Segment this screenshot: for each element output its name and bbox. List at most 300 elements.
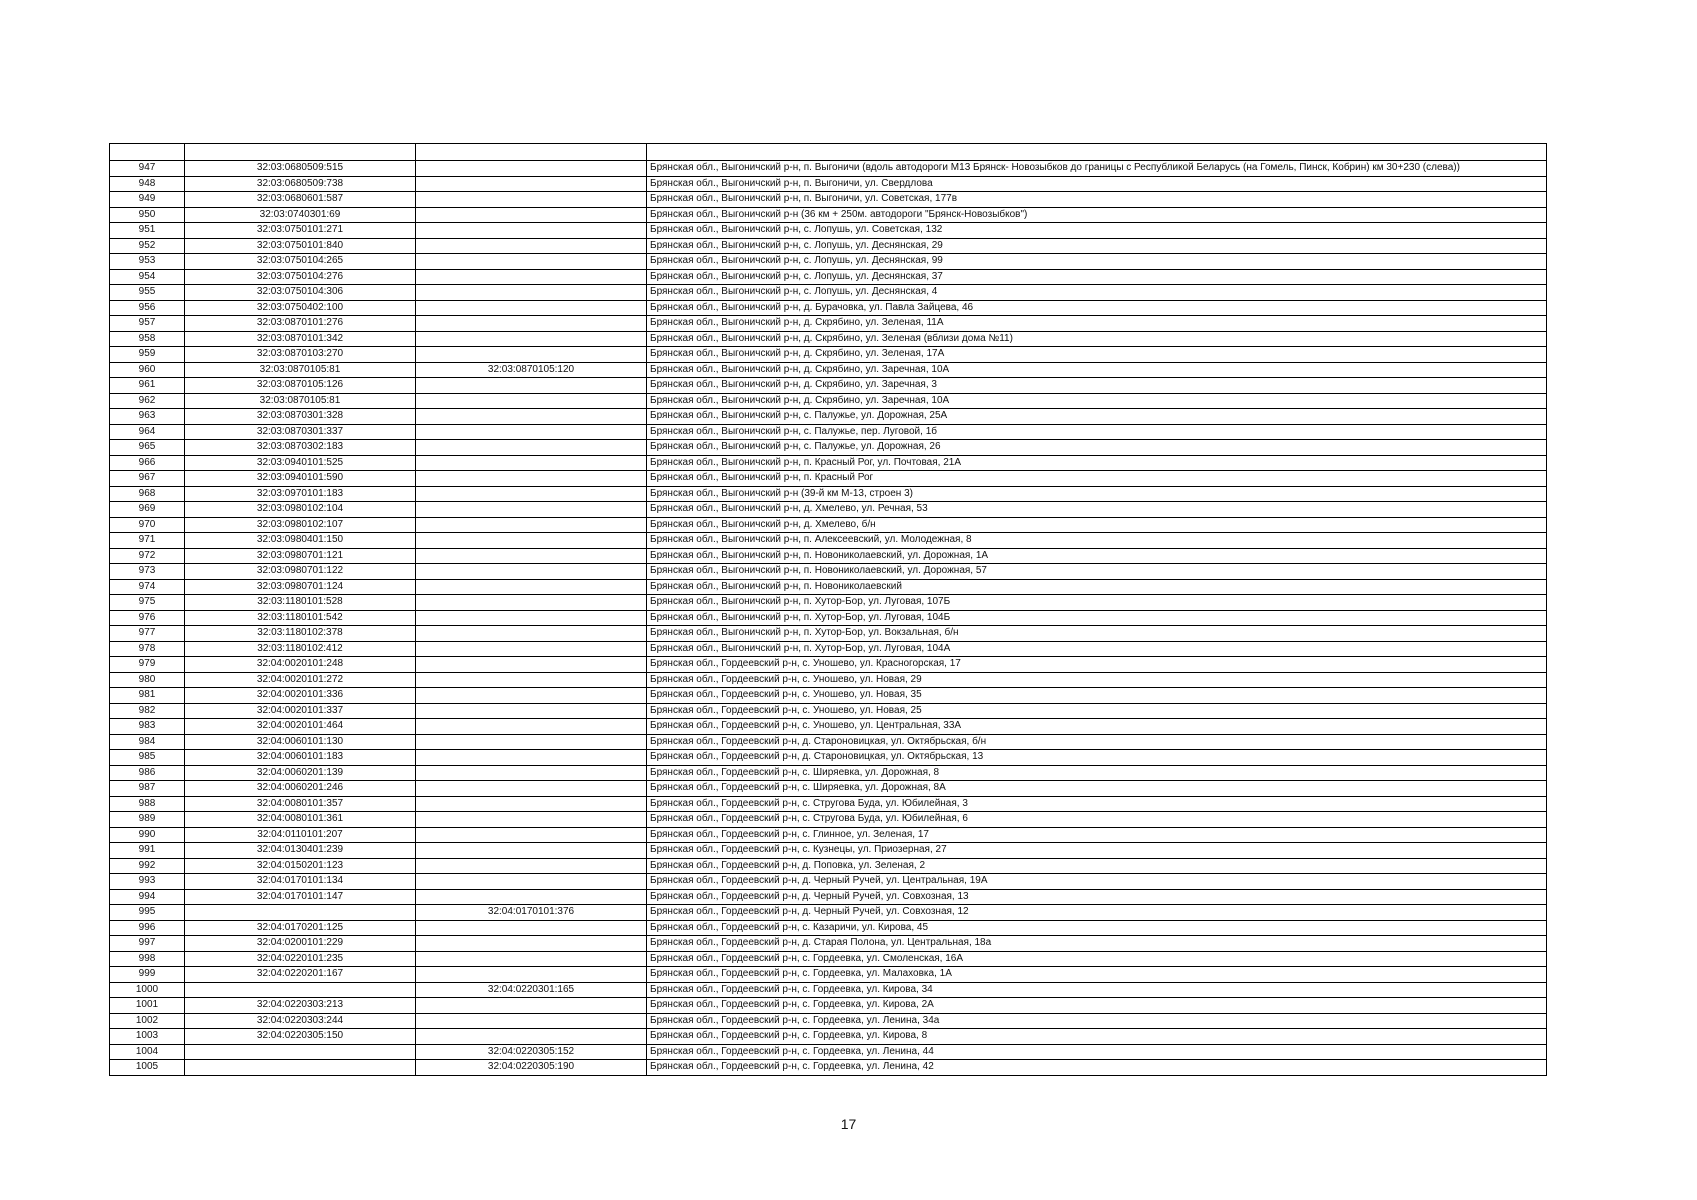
address-cell: Брянская обл., Гордеевский р-н, с. Гордеевка, ул. Кирова, 8 [647,1029,1547,1045]
cadastral-number-alt-cell [416,254,647,270]
table-row [110,781,1547,797]
cadastral-number-cell: 32:04:0130401:239 [185,843,416,859]
address-cell: Брянская обл., Выгоничский р-н, п. Алексеевский, ул. Молодежная, 8 [647,533,1547,549]
table-row [110,982,1547,998]
address-cell: Брянская обл., Гордеевский р-н, с. Уношево, ул. Новая, 29 [647,672,1547,688]
cadastral-number-alt-cell [416,843,647,859]
table-row [110,672,1547,688]
cadastral-number-alt-cell [416,734,647,750]
table-row [110,641,1547,657]
address-cell: Брянская обл., Выгоничский р-н, с. Палужье, ул. Дорожная, 26 [647,440,1547,456]
row-number-cell: 958 [110,331,185,347]
cadastral-number-cell: 32:03:0980701:121 [185,548,416,564]
cadastral-number-alt-cell: 32:03:0870105:120 [416,362,647,378]
cadastral-number-alt-cell [416,920,647,936]
table-row [110,1060,1547,1076]
cadastral-number-alt-cell [416,889,647,905]
table-row [110,1029,1547,1045]
cadastral-number-alt-cell [416,672,647,688]
table-row [110,610,1547,626]
table-row [110,409,1547,425]
address-cell: Брянская обл., Выгоничский р-н, д. Скрябино, ул. Зеленая, 17А [647,347,1547,363]
table-row [110,548,1547,564]
row-number-cell: 995 [110,905,185,921]
cadastral-number-cell: 32:04:0020101:336 [185,688,416,704]
cadastral-number-alt-cell [416,641,647,657]
address-cell: Брянская обл., Выгоничский р-н, д. Скрябино, ул. Заречная, 3 [647,378,1547,394]
cadastral-number-alt-cell [416,517,647,533]
row-number-cell: 1000 [110,982,185,998]
cadastral-number-alt-cell [416,796,647,812]
address-cell: Брянская обл., Выгоничский р-н, д. Хмелево, б/н [647,517,1547,533]
address-cell: Брянская обл., Выгоничский р-н, с. Лопушь, ул. Деснянская, 99 [647,254,1547,270]
cadastral-number-cell: 32:04:0220305:150 [185,1029,416,1045]
row-number-cell: 993 [110,874,185,890]
cadastral-number-cell [185,1060,416,1076]
table-row [110,254,1547,270]
cadastral-number-cell: 32:03:0870105:81 [185,362,416,378]
cadastral-number-cell: 32:03:0870101:276 [185,316,416,332]
header-cell-address [647,144,1547,161]
row-number-cell: 959 [110,347,185,363]
cadastral-number-alt-cell [416,564,647,580]
cadastral-number-cell: 32:03:0750101:840 [185,238,416,254]
cadastral-number-cell: 32:03:1180102:378 [185,626,416,642]
cadastral-number-cell: 32:03:0680509:738 [185,176,416,192]
cadastral-number-alt-cell [416,300,647,316]
table-row [110,440,1547,456]
cadastral-number-alt-cell [416,657,647,673]
table-row [110,843,1547,859]
table-row [110,998,1547,1014]
cadastral-number-cell: 32:04:0060101:130 [185,734,416,750]
cadastral-number-cell: 32:03:0680601:587 [185,192,416,208]
cadastral-number-cell: 32:03:0750104:265 [185,254,416,270]
row-number-cell: 949 [110,192,185,208]
row-number-cell: 997 [110,936,185,952]
cadastral-number-cell: 32:04:0220201:167 [185,967,416,983]
row-number-cell: 994 [110,889,185,905]
address-cell: Брянская обл., Гордеевский р-н, с. Уношево, ул. Новая, 35 [647,688,1547,704]
cadastral-number-alt-cell [416,223,647,239]
address-cell: Брянская обл., Гордеевский р-н, с. Уношево, ул. Центральная, 33А [647,719,1547,735]
address-cell: Брянская обл., Гордеевский р-н, с. Уношево, ул. Новая, 25 [647,703,1547,719]
row-number-cell: 963 [110,409,185,425]
row-number-cell: 974 [110,579,185,595]
row-number-cell: 948 [110,176,185,192]
row-number-cell: 976 [110,610,185,626]
cadastral-number-cell: 32:04:0020101:272 [185,672,416,688]
cadastral-number-cell: 32:04:0080101:361 [185,812,416,828]
cadastral-number-cell: 32:03:0870105:126 [185,378,416,394]
row-number-cell: 961 [110,378,185,394]
cadastral-number-cell: 32:04:0060101:183 [185,750,416,766]
table-row [110,812,1547,828]
cadastral-number-cell: 32:03:0870103:270 [185,347,416,363]
cadastral-number-cell: 32:03:0750101:271 [185,223,416,239]
table-row [110,920,1547,936]
table-row [110,533,1547,549]
table-row [110,936,1547,952]
cadastral-number-cell: 32:03:0750104:306 [185,285,416,301]
address-cell: Брянская обл., Гордеевский р-н, с. Казаричи, ул. Кирова, 45 [647,920,1547,936]
cadastral-number-cell: 32:04:0220303:244 [185,1013,416,1029]
cadastral-number-alt-cell [416,1013,647,1029]
address-cell: Брянская обл., Выгоничский р-н, п. Хутор-Бор, ул. Вокзальная, б/н [647,626,1547,642]
address-cell: Брянская обл., Выгоничский р-н, д. Скрябино, ул. Зеленая, 11А [647,316,1547,332]
row-number-cell: 971 [110,533,185,549]
cadastral-number-alt-cell [416,951,647,967]
address-cell: Брянская обл., Выгоничский р-н, д. Бурачовка, ул. Павла Зайцева, 46 [647,300,1547,316]
row-number-cell: 998 [110,951,185,967]
row-number-cell: 999 [110,967,185,983]
cadastral-number-cell: 32:03:0980102:107 [185,517,416,533]
table-row [110,657,1547,673]
row-number-cell: 981 [110,688,185,704]
cadastral-number-alt-cell [416,858,647,874]
address-cell: Брянская обл., Выгоничский р-н, с. Лопушь, ул. Деснянская, 29 [647,238,1547,254]
table-row [110,827,1547,843]
cadastral-number-cell: 32:03:0970101:183 [185,486,416,502]
address-cell: Брянская обл., Гордеевский р-н, с. Гордеевка, ул. Ленина, 34а [647,1013,1547,1029]
cadastral-number-alt-cell [416,610,647,626]
cadastral-number-cell: 32:03:1180101:528 [185,595,416,611]
cadastral-number-alt-cell [416,471,647,487]
address-cell: Брянская обл., Выгоничский р-н, п. Хутор-Бор, ул. Луговая, 104Б [647,610,1547,626]
cadastral-number-alt-cell [416,874,647,890]
address-cell: Брянская обл., Выгоничский р-н, п. Хутор-Бор, ул. Луговая, 107Б [647,595,1547,611]
cadastral-number-alt-cell [416,424,647,440]
cadastral-number-alt-cell [416,409,647,425]
cadastral-number-alt-cell [416,502,647,518]
table-row [110,734,1547,750]
property-table [109,143,1547,1076]
table-row [110,176,1547,192]
cadastral-number-cell: 32:04:0060201:246 [185,781,416,797]
cadastral-number-alt-cell [416,176,647,192]
cadastral-number-cell: 32:04:0060201:139 [185,765,416,781]
address-cell: Брянская обл., Выгоничский р-н, с. Палужье, ул. Дорожная, 25А [647,409,1547,425]
row-number-cell: 960 [110,362,185,378]
row-number-cell: 956 [110,300,185,316]
cadastral-number-alt-cell: 32:04:0220305:190 [416,1060,647,1076]
cadastral-number-alt-cell [416,238,647,254]
cadastral-number-cell: 32:03:0980102:104 [185,502,416,518]
cadastral-number-alt-cell [416,548,647,564]
row-number-cell: 1005 [110,1060,185,1076]
row-number-cell: 973 [110,564,185,580]
row-number-cell: 991 [110,843,185,859]
table-row [110,719,1547,735]
table-row [110,967,1547,983]
cadastral-number-cell [185,905,416,921]
cadastral-number-cell: 32:04:0220101:235 [185,951,416,967]
row-number-cell: 1001 [110,998,185,1014]
cadastral-number-cell: 32:03:0870105:81 [185,393,416,409]
cadastral-number-alt-cell [416,285,647,301]
cadastral-number-alt-cell [416,719,647,735]
address-cell: Брянская обл., Гордеевский р-н, д. Черный Ручей, ул. Совхозная, 13 [647,889,1547,905]
cadastral-number-alt-cell [416,192,647,208]
cadastral-number-cell: 32:04:0200101:229 [185,936,416,952]
table-row [110,1013,1547,1029]
row-number-cell: 983 [110,719,185,735]
table-row [110,502,1547,518]
row-number-cell: 964 [110,424,185,440]
row-number-cell: 985 [110,750,185,766]
row-number-cell: 975 [110,595,185,611]
table-row [110,889,1547,905]
cadastral-number-alt-cell [416,812,647,828]
address-cell: Брянская обл., Выгоничский р-н, д. Скрябино, ул. Заречная, 10А [647,393,1547,409]
table-header-spacer-row [110,144,1547,161]
row-number-cell: 989 [110,812,185,828]
address-cell: Брянская обл., Выгоничский р-н, п. Выгоничи (вдоль автодороги М13 Брянск- Новозыбков до границы с Республикой Беларусь (на Гомель, Пинск, Кобрин) км 30+230 (слева)) [647,161,1547,177]
cadastral-number-cell: 32:04:0110101:207 [185,827,416,843]
address-cell: Брянская обл., Гордеевский р-н, с. Кузнецы, ул. Приозерная, 27 [647,843,1547,859]
address-cell: Брянская обл., Гордеевский р-н, с. Гордеевка, ул. Ленина, 44 [647,1044,1547,1060]
address-cell: Брянская обл., Выгоничский р-н, д. Скрябино, ул. Заречная, 10А [647,362,1547,378]
cadastral-number-cell: 32:04:0020101:464 [185,719,416,735]
cadastral-number-cell: 32:04:0020101:337 [185,703,416,719]
address-cell: Брянская обл., Гордеевский р-н, с. Гордеевка, ул. Малаховка, 1А [647,967,1547,983]
row-number-cell: 987 [110,781,185,797]
cadastral-number-alt-cell [416,440,647,456]
property-table-body [110,144,1547,1076]
address-cell: Брянская обл., Гордеевский р-н, д. Черный Ручей, ул. Совхозная, 12 [647,905,1547,921]
address-cell: Брянская обл., Выгоничский р-н (39-й км М-13, строен 3) [647,486,1547,502]
address-cell: Брянская обл., Выгоничский р-н, п. Выгоничи, ул. Свердлова [647,176,1547,192]
row-number-cell: 990 [110,827,185,843]
cadastral-number-cell: 32:03:0750402:100 [185,300,416,316]
cadastral-number-cell [185,982,416,998]
cadastral-number-alt-cell [416,161,647,177]
table-row [110,517,1547,533]
cadastral-number-alt-cell [416,207,647,223]
table-row [110,905,1547,921]
table-row [110,626,1547,642]
row-number-cell: 970 [110,517,185,533]
cadastral-number-alt-cell [416,827,647,843]
address-cell: Брянская обл., Выгоничский р-н, п. Красный Рог [647,471,1547,487]
row-number-cell: 982 [110,703,185,719]
cadastral-number-alt-cell [416,316,647,332]
table-row [110,858,1547,874]
header-cell-cadastral [185,144,416,161]
address-cell: Брянская обл., Гордеевский р-н, с. Глинное, ул. Зеленая, 17 [647,827,1547,843]
cadastral-number-alt-cell [416,595,647,611]
cadastral-number-cell: 32:03:0750104:276 [185,269,416,285]
table-row [110,393,1547,409]
cadastral-number-alt-cell: 32:04:0220305:152 [416,1044,647,1060]
address-cell: Брянская обл., Гордеевский р-н, с. Гордеевка, ул. Кирова, 34 [647,982,1547,998]
cadastral-number-alt-cell [416,393,647,409]
address-cell: Брянская обл., Выгоничский р-н, с. Палужье, пер. Луговой, 1б [647,424,1547,440]
address-cell: Брянская обл., Гордеевский р-н, с. Гордеевка, ул. Смоленская, 16А [647,951,1547,967]
cadastral-number-alt-cell [416,347,647,363]
cadastral-number-alt-cell: 32:04:0220301:165 [416,982,647,998]
address-cell: Брянская обл., Гордеевский р-н, с. Гордеевка, ул. Кирова, 2А [647,998,1547,1014]
address-cell: Брянская обл., Гордеевский р-н, д. Староновицкая, ул. Октябрьская, 13 [647,750,1547,766]
address-cell: Брянская обл., Гордеевский р-н, с. Ширяевка, ул. Дорожная, 8А [647,781,1547,797]
table-row [110,223,1547,239]
address-cell: Брянская обл., Гордеевский р-н, д. Поповка, ул. Зеленая, 2 [647,858,1547,874]
address-cell: Брянская обл., Выгоничский р-н, п. Новониколаевский, ул. Дорожная, 57 [647,564,1547,580]
table-row [110,486,1547,502]
table-row [110,316,1547,332]
cadastral-number-alt-cell [416,750,647,766]
address-cell: Брянская обл., Гордеевский р-н, д. Староновицкая, ул. Октябрьская, б/н [647,734,1547,750]
cadastral-number-alt-cell [416,579,647,595]
cadastral-number-cell: 32:03:0870301:328 [185,409,416,425]
table-row [110,362,1547,378]
cadastral-number-cell: 32:03:0940101:590 [185,471,416,487]
cadastral-number-alt-cell [416,331,647,347]
cadastral-number-cell: 32:03:0980701:124 [185,579,416,595]
row-number-cell: 984 [110,734,185,750]
address-cell: Брянская обл., Гордеевский р-н, д. Черный Ручей, ул. Центральная, 19А [647,874,1547,890]
row-number-cell: 962 [110,393,185,409]
row-number-cell: 977 [110,626,185,642]
address-cell: Брянская обл., Выгоничский р-н, с. Лопушь, ул. Советская, 132 [647,223,1547,239]
table-row [110,300,1547,316]
table-row [110,192,1547,208]
row-number-cell: 955 [110,285,185,301]
row-number-cell: 967 [110,471,185,487]
table-row [110,424,1547,440]
row-number-cell: 952 [110,238,185,254]
table-row [110,238,1547,254]
cadastral-number-alt-cell [416,967,647,983]
cadastral-number-alt-cell [416,781,647,797]
table-row [110,703,1547,719]
row-number-cell: 951 [110,223,185,239]
cadastral-number-cell: 32:03:0980701:122 [185,564,416,580]
row-number-cell: 953 [110,254,185,270]
table-row [110,796,1547,812]
row-number-cell: 965 [110,440,185,456]
row-number-cell: 968 [110,486,185,502]
cadastral-number-alt-cell [416,1029,647,1045]
cadastral-number-alt-cell [416,998,647,1014]
page-number: 17 [840,1116,857,1132]
cadastral-number-alt-cell [416,703,647,719]
address-cell: Брянская обл., Выгоничский р-н, с. Лопушь, ул. Деснянская, 4 [647,285,1547,301]
header-cell-cadastral-alt [416,144,647,161]
address-cell: Брянская обл., Выгоничский р-н, п. Новониколаевский, ул. Дорожная, 1А [647,548,1547,564]
address-cell: Брянская обл., Гордеевский р-н, с. Гордеевка, ул. Ленина, 42 [647,1060,1547,1076]
cadastral-number-alt-cell [416,688,647,704]
row-number-cell: 957 [110,316,185,332]
cadastral-number-cell: 32:04:0080101:357 [185,796,416,812]
table-row [110,874,1547,890]
table-row [110,765,1547,781]
row-number-cell: 1002 [110,1013,185,1029]
table-row [110,471,1547,487]
cadastral-number-alt-cell [416,626,647,642]
cadastral-number-alt-cell [416,378,647,394]
table-row [110,378,1547,394]
table-row [110,688,1547,704]
cadastral-number-alt-cell [416,533,647,549]
address-cell: Брянская обл., Гордеевский р-н, с. Стругова Буда, ул. Юбилейная, 6 [647,812,1547,828]
table-row [110,161,1547,177]
table-row [110,455,1547,471]
table-row [110,564,1547,580]
cadastral-number-cell: 32:03:0940101:525 [185,455,416,471]
row-number-cell: 979 [110,657,185,673]
table-row [110,285,1547,301]
row-number-cell: 1004 [110,1044,185,1060]
row-number-cell: 947 [110,161,185,177]
header-cell-number [110,144,185,161]
cadastral-number-cell: 32:03:0980401:150 [185,533,416,549]
cadastral-number-cell: 32:03:0740301:69 [185,207,416,223]
cadastral-number-cell: 32:03:0680509:515 [185,161,416,177]
cadastral-number-cell: 32:04:0150201:123 [185,858,416,874]
row-number-cell: 980 [110,672,185,688]
address-cell: Брянская обл., Выгоничский р-н (36 км + 250м. автодороги "Брянск-Новозыбков") [647,207,1547,223]
row-number-cell: 969 [110,502,185,518]
table-row [110,331,1547,347]
table-row [110,269,1547,285]
address-cell: Брянская обл., Выгоничский р-н, п. Новониколаевский [647,579,1547,595]
cadastral-number-cell: 32:04:0020101:248 [185,657,416,673]
row-number-cell: 972 [110,548,185,564]
address-cell: Брянская обл., Выгоничский р-н, п. Красный Рог, ул. Почтовая, 21А [647,455,1547,471]
cadastral-number-cell: 32:03:1180102:412 [185,641,416,657]
row-number-cell: 978 [110,641,185,657]
row-number-cell: 1003 [110,1029,185,1045]
cadastral-number-alt-cell [416,486,647,502]
row-number-cell: 992 [110,858,185,874]
cadastral-number-cell: 32:04:0170201:125 [185,920,416,936]
address-cell: Брянская обл., Гордеевский р-н, д. Старая Полона, ул. Центральная, 18а [647,936,1547,952]
property-table-container [109,143,1546,1076]
cadastral-number-cell: 32:04:0220303:213 [185,998,416,1014]
row-number-cell: 950 [110,207,185,223]
cadastral-number-alt-cell [416,765,647,781]
row-number-cell: 986 [110,765,185,781]
address-cell: Брянская обл., Выгоничский р-н, п. Хутор-Бор, ул. Луговая, 104А [647,641,1547,657]
address-cell: Брянская обл., Выгоничский р-н, с. Лопушь, ул. Деснянская, 37 [647,269,1547,285]
cadastral-number-alt-cell [416,269,647,285]
table-row [110,951,1547,967]
cadastral-number-cell: 32:04:0170101:134 [185,874,416,890]
table-row [110,579,1547,595]
address-cell: Брянская обл., Выгоничский р-н, д. Скрябино, ул. Зеленая (вблизи дома №11) [647,331,1547,347]
cadastral-number-cell: 32:03:0870302:183 [185,440,416,456]
cadastral-number-alt-cell: 32:04:0170101:376 [416,905,647,921]
address-cell: Брянская обл., Гордеевский р-н, с. Уношево, ул. Красногорская, 17 [647,657,1547,673]
row-number-cell: 988 [110,796,185,812]
table-row [110,1044,1547,1060]
address-cell: Брянская обл., Гордеевский р-н, с. Стругова Буда, ул. Юбилейная, 3 [647,796,1547,812]
cadastral-number-cell [185,1044,416,1060]
table-row [110,595,1547,611]
cadastral-number-cell: 32:03:0870301:337 [185,424,416,440]
cadastral-number-cell: 32:04:0170101:147 [185,889,416,905]
row-number-cell: 954 [110,269,185,285]
address-cell: Брянская обл., Выгоничский р-н, д. Хмелево, ул. Речная, 53 [647,502,1547,518]
table-row [110,750,1547,766]
row-number-cell: 996 [110,920,185,936]
cadastral-number-alt-cell [416,936,647,952]
cadastral-number-cell: 32:03:0870101:342 [185,331,416,347]
cadastral-number-alt-cell [416,455,647,471]
table-row [110,347,1547,363]
table-row [110,207,1547,223]
